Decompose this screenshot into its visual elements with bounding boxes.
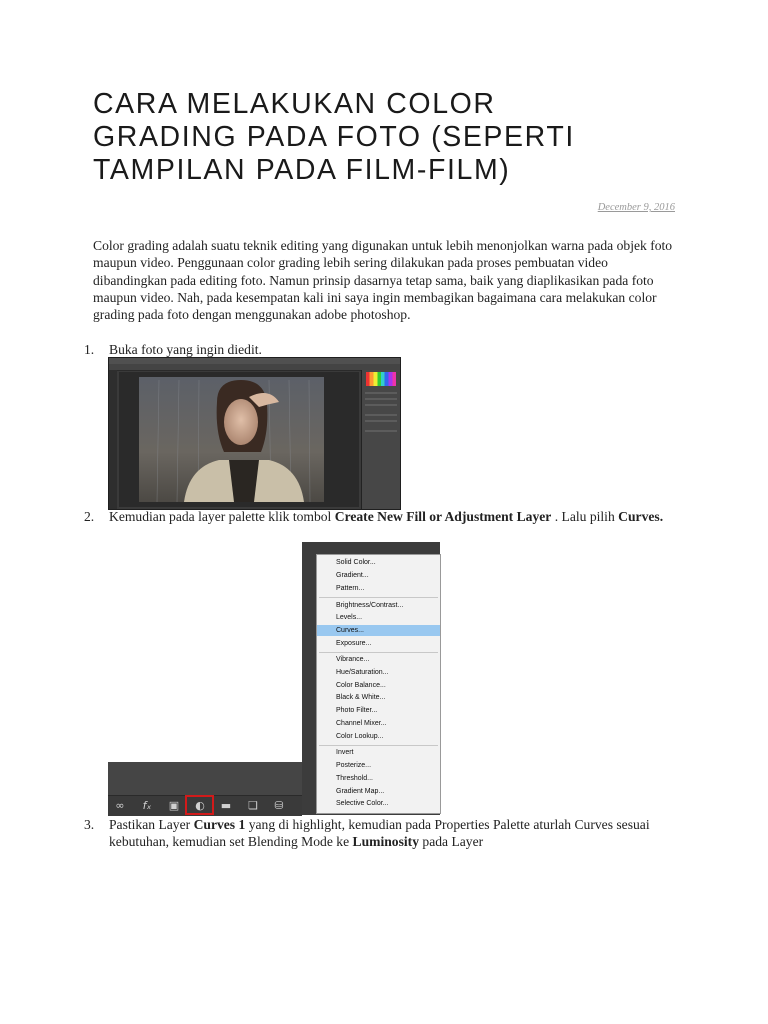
panel-row: [365, 392, 397, 394]
step-3: [84, 816, 684, 852]
step-text: Pastikan Layer Curves 1 yang di highlight, kemudian pada Properties Palette aturlah Curves sesuai kebutuhan, kemudian set Blending Mode ke Luminosity pada Layer: [109, 817, 650, 850]
trash-icon[interactable]: ⛁: [274, 799, 284, 812]
menu-separator: [319, 745, 438, 746]
panel-row: [365, 430, 397, 432]
tools-panel: [109, 370, 117, 509]
menu-item[interactable]: Gradient...: [336, 572, 369, 579]
step-number: 2.: [84, 509, 95, 524]
panels-dock: [361, 370, 400, 509]
link-icon[interactable]: ∞: [115, 799, 125, 812]
menu-item[interactable]: Color Balance...: [336, 682, 386, 689]
menu-item[interactable]: Invert: [336, 749, 354, 756]
step-text: Buka foto yang ingin diedit.: [109, 342, 262, 357]
color-swatches: [366, 372, 396, 386]
mask-icon[interactable]: ▣: [168, 799, 180, 812]
bold-term: Luminosity: [352, 834, 419, 850]
canvas-area: [119, 372, 359, 507]
panel-row: [365, 414, 397, 416]
post-date-link[interactable]: December 9, 2016: [597, 202, 675, 213]
panel-row: [365, 398, 397, 400]
step-2: [84, 508, 684, 544]
article-title: [93, 88, 693, 187]
bold-term: Create New Fill or Adjustment Layer: [334, 509, 552, 524]
menu-item[interactable]: Vibrance...: [336, 656, 370, 663]
bold-term: Curves 1: [193, 817, 246, 832]
menu-item[interactable]: Threshold...: [336, 775, 373, 782]
step-number: 3.: [84, 817, 95, 832]
fx-icon[interactable]: fₓ: [142, 799, 152, 812]
photo-image: [119, 372, 359, 507]
options-bar: [109, 364, 400, 371]
photoshop-screenshot-1: [108, 357, 401, 510]
adjustment-button-highlight: [185, 795, 214, 815]
menu-item[interactable]: Channel Mixer...: [336, 720, 387, 727]
bold-term: Curves.: [618, 509, 664, 524]
title-line: TAMPILAN PADA FILM-FILM): [93, 154, 511, 186]
adjustment-layer-menu: [316, 554, 441, 814]
title-line: CARA MELAKUKAN COLOR: [93, 88, 496, 120]
menu-item[interactable]: Black & White...: [336, 694, 386, 701]
step-number: 1.: [84, 342, 95, 357]
step-text: Kemudian pada layer palette klik tombol Create New Fill or Adjustment Layer . Lalu pilih Curves.: [109, 509, 664, 524]
title-line: GRADING PADA FOTO (SEPERTI: [93, 121, 575, 153]
menu-item[interactable]: Photo Filter...: [336, 707, 378, 714]
menu-item[interactable]: Color Lookup...: [336, 733, 384, 740]
menu-item[interactable]: Exposure...: [336, 640, 372, 647]
menu-item[interactable]: Brightness/Contrast...: [336, 602, 404, 609]
menu-item[interactable]: Gradient Map...: [336, 788, 385, 795]
folder-icon[interactable]: ▬: [220, 799, 232, 812]
menu-separator: [319, 597, 438, 598]
menu-item[interactable]: Levels...: [336, 614, 363, 621]
panel-row: [365, 404, 397, 406]
menu-item[interactable]: Pattern...: [336, 585, 365, 592]
panel-row: [365, 420, 397, 422]
new-layer-icon[interactable]: ❏: [248, 799, 258, 812]
menu-item[interactable]: Selective Color...: [336, 800, 389, 807]
intro-paragraph: Color grading adalah suatu teknik editing yang digunakan untuk lebih menonjolkan warna pada objek foto maupun video. Penggunaan color grading lebih sering dilakukan pada proses pembuatan video dibandingkan pada editing foto. Namun prinsip dasarnya tetap sama, baik yang diaplikasikan pada foto maupun video. Nah, pada kesempatan kali ini saya ingin membagikan bagaimana cara melakukan color grading pada foto dengan menggunakan adobe photoshop.: [93, 238, 673, 323]
menu-item[interactable]: Hue/Saturation...: [336, 669, 389, 676]
adjustment-layer-icon[interactable]: ◐: [195, 799, 205, 812]
menu-item-selected[interactable]: Curves...: [317, 625, 440, 636]
menu-separator: [319, 652, 438, 653]
menu-item[interactable]: Posterize...: [336, 762, 372, 769]
menu-item[interactable]: Solid Color...: [336, 559, 376, 566]
